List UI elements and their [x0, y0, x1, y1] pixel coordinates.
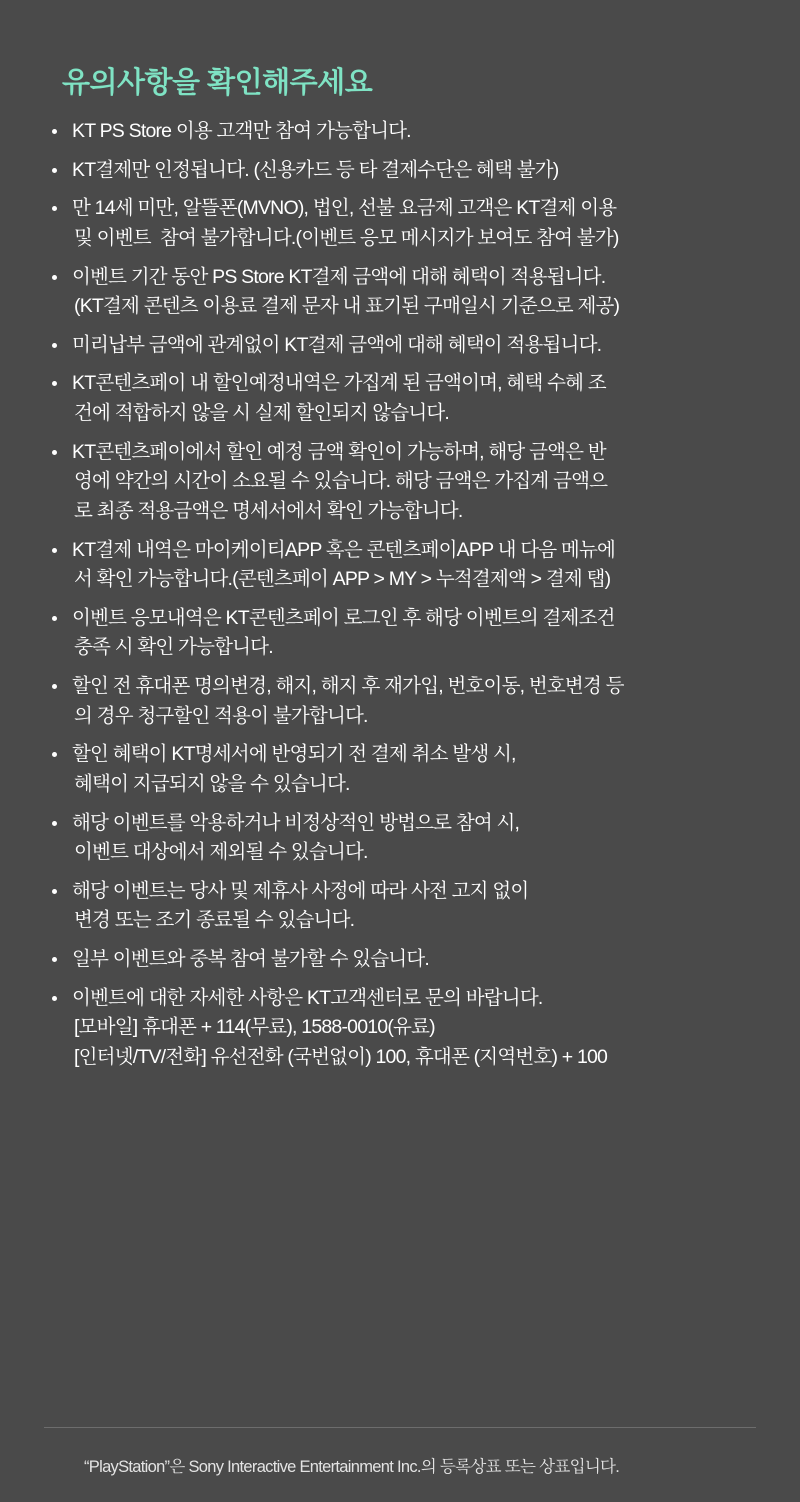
- notice-list-item: [44, 263, 756, 322]
- notice-list-item: [44, 604, 756, 663]
- notice-list-item: [44, 536, 756, 595]
- notice-line: 이벤트 기간 동안 PS Store KT결제 금액에 대해 혜택이 적용됩니다.: [72, 265, 606, 288]
- notice-line: 로 최종 적용금액은 명세서에서 확인 가능합니다.: [74, 499, 463, 522]
- notice-list-item: [44, 984, 756, 1073]
- notice-list: [44, 117, 756, 1073]
- footer: [44, 1427, 756, 1502]
- notice-line: KT결제 내역은 마이케이티APP 혹은 콘텐츠페이APP 내 다음 메뉴에: [72, 538, 616, 561]
- notice-list-item: [44, 194, 756, 253]
- notice-line: 이벤트 대상에서 제외될 수 있습니다.: [74, 841, 368, 864]
- notice-line: KT결제만 인정됩니다. (신용카드 등 타 결제수단은 혜택 불가): [72, 158, 559, 181]
- notice-line: 혜택이 지급되지 않을 수 있습니다.: [74, 772, 350, 795]
- notice-line: 해당 이벤트는 당사 및 제휴사 사정에 따라 사전 고지 없이: [72, 879, 529, 902]
- notice-line: 할인 혜택이 KT명세서에 반영되기 전 결제 취소 발생 시,: [72, 743, 516, 766]
- notice-line: [인터넷/TV/전화] 유선전화 (국번없이) 100, 휴대폰 (지역번호) + 100: [74, 1045, 608, 1068]
- notice-list-item: [44, 809, 756, 868]
- notice-list-item: [44, 438, 756, 527]
- notice-line: 일부 이벤트와 중복 참여 불가할 수 있습니다.: [72, 948, 429, 970]
- notice-list-item: [44, 331, 756, 361]
- notice-line: 이벤트에 대한 자세한 사항은 KT고객센터로 문의 바랍니다.: [72, 986, 543, 1009]
- notice-line: 건에 적합하지 않을 시 실제 할인되지 않습니다.: [74, 402, 450, 424]
- notice-line: 변경 또는 조기 종료될 수 있습니다.: [74, 909, 355, 932]
- notice-line: KT콘텐츠페이 내 할인예정내역은 가집계 된 금액이며, 혜택 수혜 조: [72, 372, 606, 395]
- notice-line: 및 이벤트 참여 불가합니다.(이벤트 응모 메시지가 보여도 참여 불가): [74, 226, 619, 249]
- notice-line: [모바일] 휴대폰 + 114(무료), 1588-0010(유료): [74, 1016, 435, 1039]
- notice-list-item: [44, 117, 756, 147]
- trademark-notice: “PlayStation”은 Sony Interactive Entertainment Inc.의 등록상표 또는 상표입니다.: [84, 1458, 620, 1476]
- notice-list-item: [44, 740, 756, 799]
- notice-list-item: [44, 672, 756, 731]
- notice-line: 충족 시 확인 가능합니다.: [74, 636, 273, 659]
- notice-line: 영에 약간의 시간이 소요될 수 있습니다. 해당 금액은 가집계 금액으: [74, 470, 608, 493]
- page-title: 유의사항을 확인해주세요: [62, 67, 373, 99]
- notice-list-item: [44, 156, 756, 186]
- notice-line: 서 확인 가능합니다.(콘텐츠페이 APP > MY > 누적결제액 > 결제 탭): [74, 568, 611, 591]
- notice-list-item: [44, 877, 756, 936]
- notice-list-item: [44, 369, 756, 428]
- notice-line: 만 14세 미만, 알뜰폰(MVNO), 법인, 선불 요금제 고객은 KT결제 이용: [72, 197, 617, 220]
- notice-line: 이벤트 응모내역은 KT콘텐츠페이 로그인 후 해당 이벤트의 결제조건: [72, 606, 615, 629]
- notice-list-item: [44, 945, 756, 975]
- notice-line: 할인 전 휴대폰 명의변경, 해지, 해지 후 재가입, 번호이동, 번호변경 등: [72, 675, 624, 697]
- notice-line: KT PS Store 이용 고객만 참여 가능합니다.: [72, 120, 411, 142]
- notice-line: 의 경우 청구할인 적용이 불가합니다.: [74, 704, 368, 727]
- notice-line: KT콘텐츠페이에서 할인 예정 금액 확인이 가능하며, 해당 금액은 반: [72, 440, 606, 463]
- notice-line: (KT결제 콘텐츠 이용료 결제 문자 내 표기된 구매일시 기준으로 제공): [74, 295, 620, 318]
- notice-line: 해당 이벤트를 악용하거나 비정상적인 방법으로 참여 시,: [72, 811, 520, 834]
- notice-line: 미리납부 금액에 관계없이 KT결제 금액에 대해 혜택이 적용됩니다.: [72, 333, 602, 356]
